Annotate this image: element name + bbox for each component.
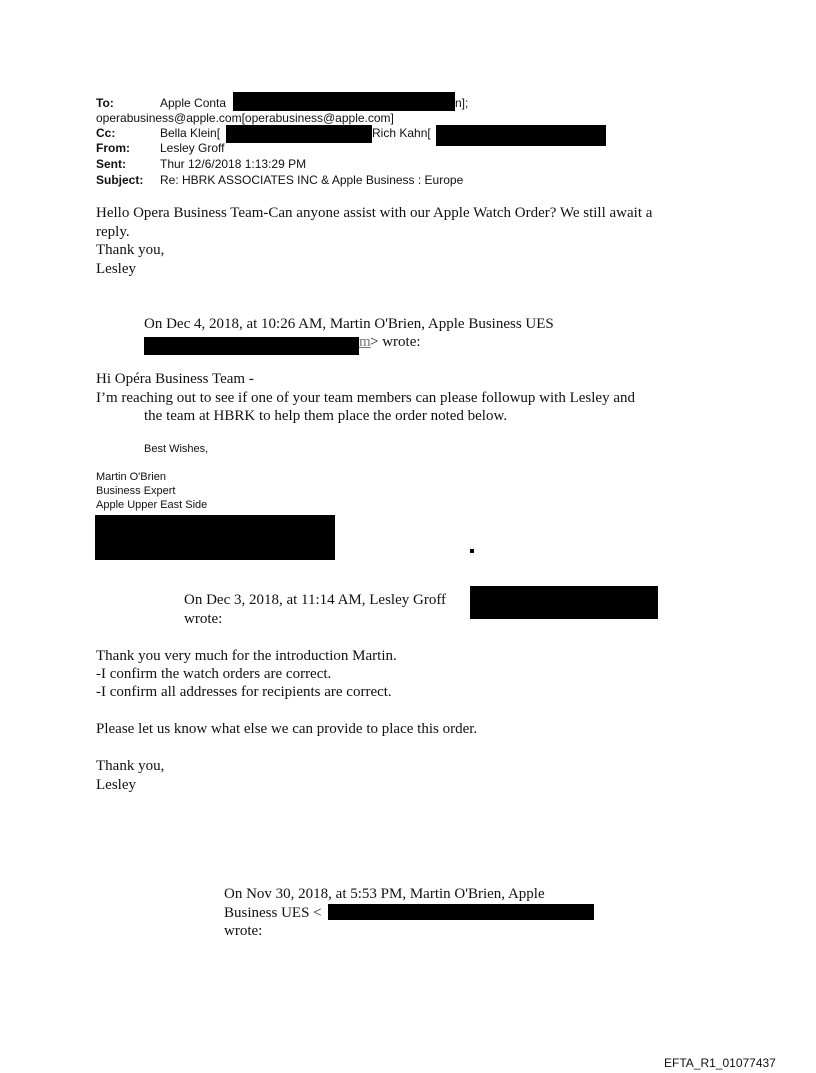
from-value: Lesley Groff: [160, 141, 225, 155]
body-line: Hi Opéra Business Team -: [96, 371, 254, 387]
subject-value: Re: HBRK ASSOCIATES INC & Apple Business : Europe: [160, 173, 464, 187]
quote-line: wrote:: [224, 923, 263, 939]
redaction-block: [470, 586, 658, 619]
body-line: Lesley: [96, 261, 136, 277]
quote-line: On Dec 3, 2018, at 11:14 AM, Lesley Groff: [184, 592, 447, 608]
sent-value: Thur 12/6/2018 1:13:29 PM: [160, 157, 307, 171]
quote-line: > wrote:: [370, 334, 421, 350]
body-line: reply.: [96, 224, 130, 240]
from-label: From:: [96, 141, 130, 155]
quote-line: On Nov 30, 2018, at 5:53 PM, Martin O'Brien, Apple: [224, 886, 545, 902]
quote-line: Business UES <: [224, 905, 322, 921]
document-id: EFTA_R1_01077437: [664, 1056, 776, 1070]
stray-mark: [470, 549, 474, 553]
redaction-block: [144, 337, 359, 355]
redaction-block: [436, 125, 606, 146]
body-line: -I confirm all addresses for recipients are correct.: [96, 684, 392, 700]
body-line: Thank you,: [96, 758, 165, 774]
signature-title: Business Expert: [96, 485, 176, 497]
body-line: Please let us know what else we can provide to place this order.: [96, 721, 478, 737]
body-line: Thank you,: [96, 242, 165, 258]
redaction-block: [328, 904, 594, 920]
quote-line: wrote:: [184, 611, 223, 627]
body-line: I’m reaching out to see if one of your team members can please followup with Lesley and: [96, 390, 635, 406]
body-line: Lesley: [96, 777, 136, 793]
redaction-block: [226, 125, 372, 143]
to-value: Apple Conta: [160, 96, 227, 110]
body-line: Thank you very much for the introduction Martin.: [96, 648, 397, 664]
cc-value-2: Rich Kahn[: [372, 126, 431, 140]
quote-line: On Dec 4, 2018, at 10:26 AM, Martin O'Brien, Apple Business UES: [144, 316, 554, 332]
body-line: Hello Opera Business Team-Can anyone assist with our Apple Watch Order? We still await a: [96, 205, 653, 221]
signature-name: Martin O'Brien: [96, 471, 166, 483]
cc-value: Bella Klein[: [160, 126, 221, 140]
subject-label: Subject:: [96, 173, 144, 187]
to-tail: n];: [455, 96, 469, 110]
redaction-block: [95, 515, 335, 560]
signature-closing: Best Wishes,: [144, 443, 209, 455]
email-link-tail: m: [359, 334, 371, 350]
to-label: To:: [96, 96, 114, 110]
sent-label: Sent:: [96, 157, 126, 171]
signature-store: Apple Upper East Side: [96, 499, 208, 511]
redaction-block: [233, 92, 455, 111]
cc-label: Cc:: [96, 126, 116, 140]
to-address-line: operabusiness@apple.com[operabusiness@apple.com]: [96, 111, 394, 125]
body-line: the team at HBRK to help them place the order noted below.: [144, 408, 508, 424]
body-line: -I confirm the watch orders are correct.: [96, 666, 332, 682]
